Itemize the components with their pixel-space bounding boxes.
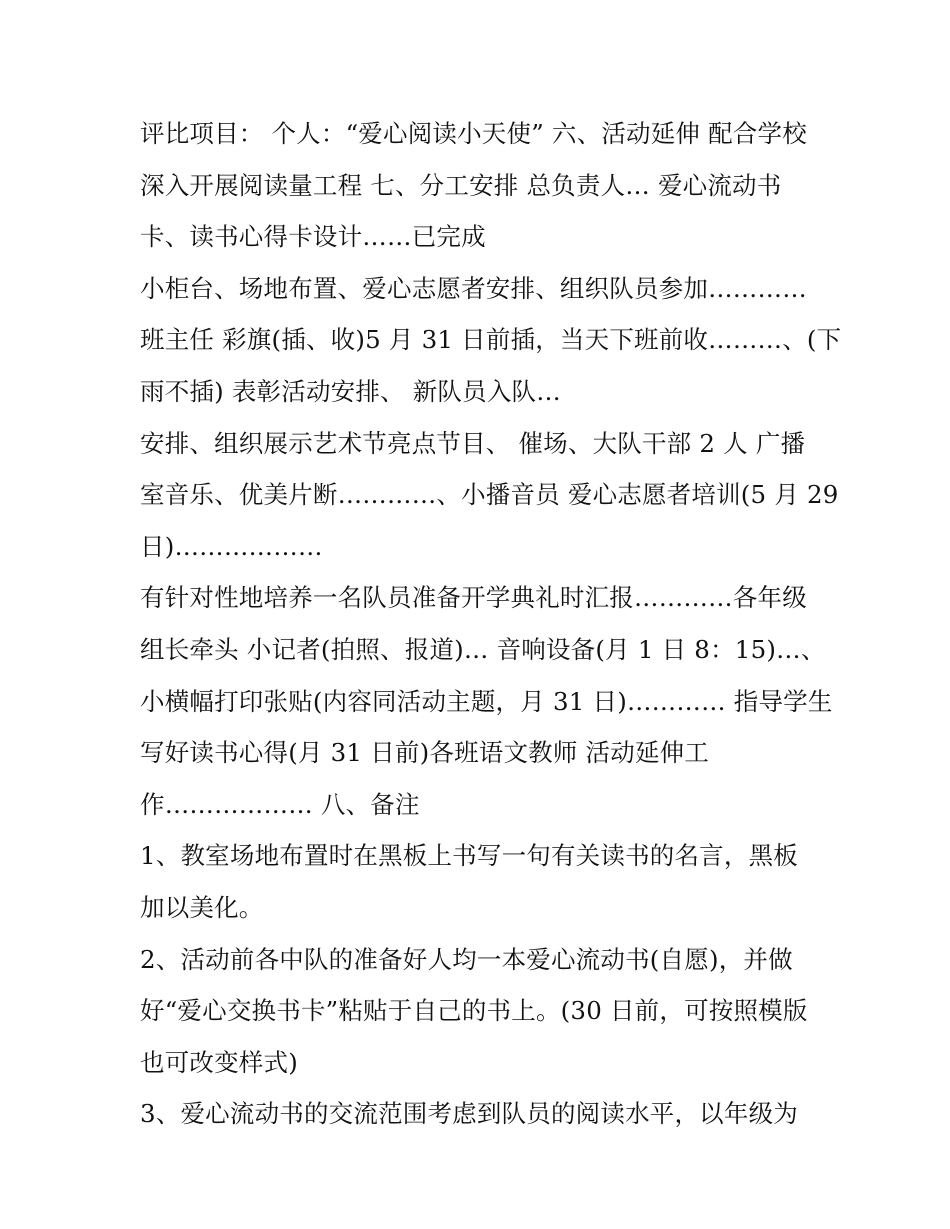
text-line: 1、教室场地布置时在黑板上书写一句有关读书的名言，黑板 — [140, 841, 798, 871]
text-line: 深入开展阅读量工程 七、分工安排 总负责人… 爱心流动书 — [140, 170, 782, 200]
text-line: 班主任 彩旗(插、收)5 月 31 日前插，当天下班前收………、(下 — [140, 325, 842, 355]
text-line: 作……………… 八、备注 — [140, 789, 420, 819]
text-line: 雨不插) 表彰活动安排、 新队员入队… — [140, 376, 561, 406]
text-line: 3、爱心流动书的交流范围考虑到队员的阅读水平，以年级为 — [140, 1099, 798, 1129]
text-line: 2、活动前各中队的准备好人均一本爱心流动书(自愿)，并做 — [140, 944, 793, 974]
text-line: 日)……………… — [140, 531, 323, 561]
body-text — [140, 108, 842, 1140]
text-line: 也可改变样式) — [140, 1047, 298, 1077]
text-line: 评比项目： 个人：“爱心阅读小天使” 六、活动延伸 配合学校 — [140, 119, 807, 148]
text-line: 加以美化。 — [140, 892, 264, 922]
text-line: 小柜台、场地布置、爱心志愿者安排、组织队员参加………… — [140, 273, 807, 303]
text-line: 安排、组织展示艺术节亮点节目、 催场、大队干部 2 人 广播 — [140, 428, 806, 458]
text-line: 写好读书心得(月 31 日前)各班语文教师 活动延伸工 — [140, 738, 710, 768]
text-line: 组长牵头 小记者(拍照、报道)… 音响设备(月 1 日 8：15)…、 — [140, 634, 826, 664]
text-line: 卡、读书心得卡设计……已完成 — [140, 222, 486, 252]
text-line: 有针对性地培养一名队员准备开学典礼时汇报…………各年级 — [140, 583, 807, 613]
text-line: 好“爱心交换书卡”粘贴于自己的书上。(30 日前，可按照模版 — [140, 996, 808, 1026]
text-line: 室音乐、优美片断…………、小播音员 爱心志愿者培训(5 月 29 — [140, 480, 839, 510]
text-line: 小横幅打印张贴(内容同活动主题，月 31 日)………… 指导学生 — [140, 686, 833, 716]
